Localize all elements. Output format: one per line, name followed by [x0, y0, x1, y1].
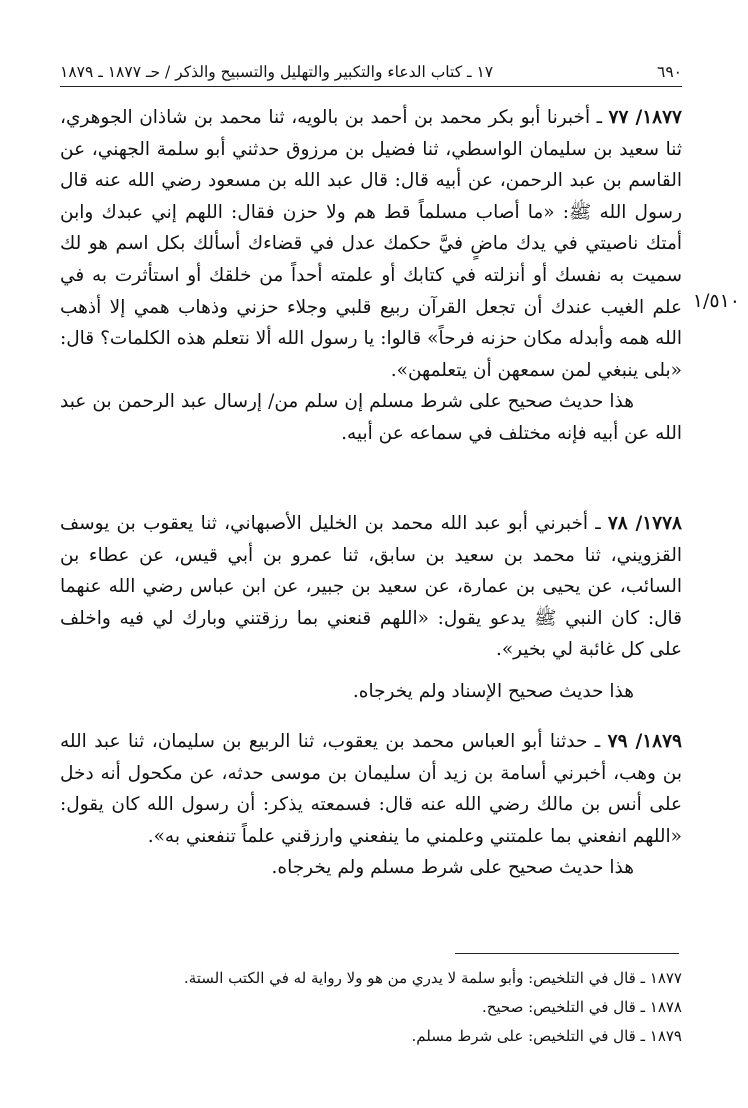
hadith-number: ١٧٧٨/ ٧٨: [607, 513, 682, 534]
header-rule: [60, 86, 682, 87]
hadith-text: ـ أخبرني أبو عبد الله محمد بن الخليل الأصبهاني، ثنا يعقوب بن يوسف القزويني، ثنا محمد بن سعيد بن سابق، ثنا عمرو بن أبي قيس، عن عطاء بن السائب، عن يحيى بن عمارة، عن سعيد بن جبير، عن ابن عباس رضي الله عنهما قال: كان النبي ﷺ يدعو يقول: «اللهم قنعني بما رزقتني وبارك لي فيه واخلف على كل غائبة لي بخير».: [60, 513, 682, 661]
hadith-text: ـ أخبرنا أبو بكر محمد بن أحمد بن بالويه، ثنا محمد بن شاذان الجوهري، ثنا سعيد بن سليمان الواسطي، ثنا فضيل بن مرزوق حدثني أبو سلمة الجهني، عن القاسم بن عبد الرحمن، عن أبيه قال: قال عبد الله بن مسعود رضي الله عنه قال رسول الله ﷺ: «ما أصاب مسلماً قط هم ولا حزن فقال: اللهم إني عبدك وابن أمتك ناصيتي في يدك ماضٍ فيَّ حكمك عدل في قضاءك أسألك بكل اسم هو لك سميت به نفسك أو أنزلته في كتابك أو علمته أحداً من خلقك أو استأثرت به في علم الغيب عندك أن تجعل القرآن ربيع قلبي وجلاء حزني وذهاب همي إلا أذهب الله همه وأبدله مكان حزنه فرحاً» قالوا: يا رسول الله ألا نتعلم هذه الكلمات؟ قال: «بلى ينبغي لمن سمعهن أن يتعلمهن».: [60, 107, 682, 381]
hadith-grading: هذا حديث صحيح الإسناد ولم يخرجاه.: [352, 680, 634, 702]
footnote-1877: ١٨٧٧ ـ قال في التلخيص: وأبو سلمة لا يدري من هو ولا رواية له في الكتب الستة.: [183, 969, 682, 987]
footnote-rule: [455, 953, 679, 954]
hadith-1879: [60, 726, 682, 884]
hadith-1877-grading-block: [60, 386, 682, 449]
hadith-1877-paragraph: [60, 102, 682, 386]
page-number: ٦٩٠: [657, 63, 682, 81]
margin-reference: ١/٥١٠: [692, 290, 740, 312]
page-header: [60, 62, 682, 82]
hadith-number: ١٨٧٧/ ٧٧: [608, 107, 682, 128]
hadith-1878: [60, 508, 682, 708]
hadith-1879-paragraph: [60, 726, 682, 852]
hadith-1878-paragraph: [60, 508, 682, 666]
hadith-grading: هذا حديث صحيح على شرط مسلم إن سلم من/ إرسال عبد الرحمن بن عبد الله عن أبيه فإنه مختلف في سماعه عن أبيه.: [60, 391, 682, 444]
footnote-1878: ١٨٧٨ ـ قال في التلخيص: صحيح.: [481, 998, 682, 1016]
hadith-1877: [60, 102, 682, 386]
hadith-grading: هذا حديث صحيح على شرط مسلم ولم يخرجاه.: [271, 857, 634, 879]
hadith-text: ـ حدثنا أبو العباس محمد بن يعقوب، ثنا الربيع بن سليمان، ثنا عبد الله بن وهب، أخبرني أسامة بن زيد أن سليمان بن موسى حدثه، عن مكحول أنه دخل على أنس بن مالك رضي الله عنه قال: فسمعته يذكر: أن رسول الله كان يقول: «اللهم انفعني بما علمتني وعلمني ما ينفعني وارزقني علماً تنفعني به».: [60, 731, 682, 847]
hadith-number: ١٨٧٩/ ٧٩: [607, 731, 682, 752]
footnotes: [60, 964, 682, 1051]
footnote-1879: ١٨٧٩ ـ قال في التلخيص: على شرط مسلم.: [411, 1027, 682, 1045]
running-title: ١٧ ـ كتاب الدعاء والتكبير والتهليل والتسبيح والذكر / حـ ١٨٧٧ ـ ١٨٧٩: [60, 63, 494, 81]
